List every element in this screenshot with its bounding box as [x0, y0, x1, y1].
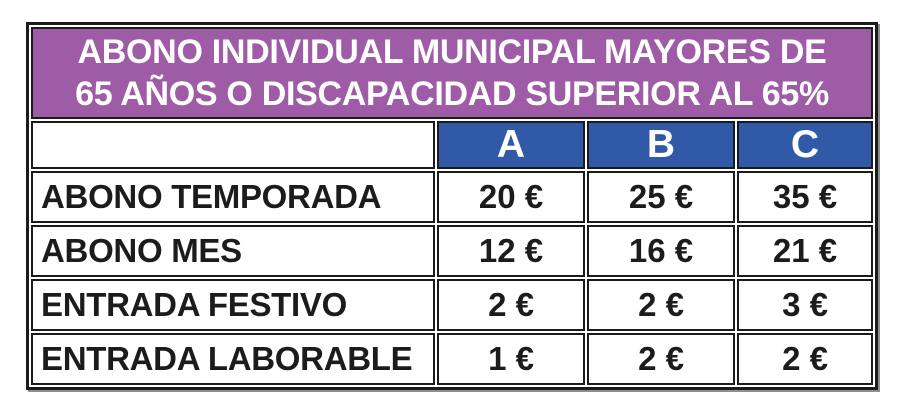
corner-cell	[31, 121, 435, 169]
row-label: ENTRADA LABORABLE	[31, 333, 435, 385]
column-header-a: A	[437, 121, 585, 169]
price-cell-b: 16 €	[587, 225, 735, 277]
price-cell-b: 2 €	[587, 279, 735, 331]
table-row-abono-temporada	[31, 171, 873, 223]
table-row-entrada-festivo	[31, 279, 873, 331]
row-label: ENTRADA FESTIVO	[31, 279, 435, 331]
row-label: ABONO MES	[31, 225, 435, 277]
price-cell-a: 20 €	[437, 171, 585, 223]
title-line-1: ABONO INDIVIDUAL MUNICIPAL MAYORES DE	[77, 33, 827, 71]
title-row	[31, 27, 873, 119]
row-label: ABONO TEMPORADA	[31, 171, 435, 223]
price-cell-b: 2 €	[587, 333, 735, 385]
price-cell-a: 12 €	[437, 225, 585, 277]
price-cell-c: 35 €	[737, 171, 873, 223]
title-line-2: 65 AÑOS O DISCAPACIDAD SUPERIOR AL 65%	[75, 75, 829, 113]
price-cell-a: 1 €	[437, 333, 585, 385]
price-cell-c: 2 €	[737, 333, 873, 385]
price-cell-c: 21 €	[737, 225, 873, 277]
price-cell-b: 25 €	[587, 171, 735, 223]
price-cell-c: 3 €	[737, 279, 873, 331]
pricing-table	[26, 22, 878, 390]
header-row	[31, 121, 873, 169]
price-cell-a: 2 €	[437, 279, 585, 331]
column-header-b: B	[587, 121, 735, 169]
table-row-abono-mes	[31, 225, 873, 277]
column-header-c: C	[737, 121, 873, 169]
table-title	[31, 27, 873, 119]
table-row-entrada-laborable	[31, 333, 873, 385]
